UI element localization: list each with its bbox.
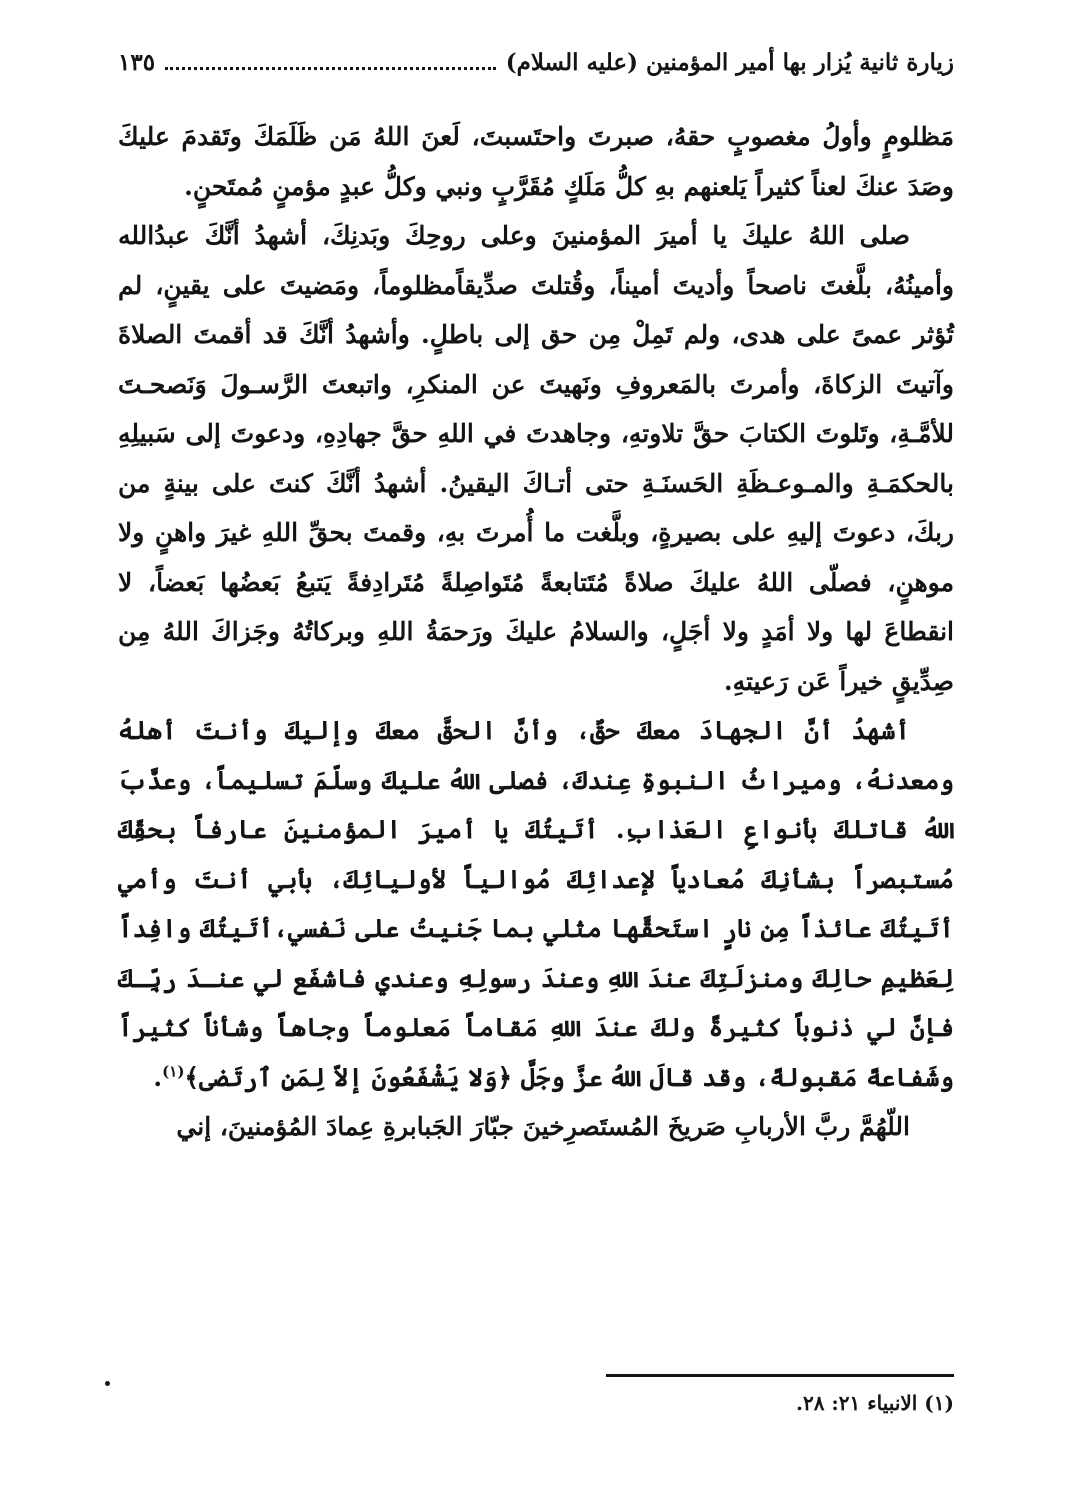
paragraph: صلى اللهُ عليكَ يا أميرَ المؤمنينَ وعلى روحِكَ وبَدنِكَ، أشهدُ أنَّكَ عبدُالله وأمينُهُ، بلَّغتَ ناصحاً وأديتَ أميناً، وقُتلتَ صدِّيقاًمظلوماً، ومَضيتَ على يقينٍ، لم تُؤثر عمىً على هدى، ولم تَمِلْ مِن حق إلى باطلٍ. وأشهدُ أنَّكَ قد أقمتَ الصلاةَ وآتيتَ الزكاةَ، وأمرتَ بالمَعروفِ ونَهيتَ عن المنكرِ، واتبعتَ الرَّسـولَ وَنَصحـتَ للأمَّـةِ، وتَلوتَ الكتابَ حقَّ تلاوتهِ، وجاهدتَ في اللهِ حقَّ جهادِهِ، ودعوتَ إلى سَبيلِهِ بالحكمَـةِ والمـوعـظَةِ الحَسنَـةِ حتى أتـاكَ اليقينُ. أشهدُ أنَّكَ كنتَ على بينةٍ من ربكَ، دعوتَ إليهِ على بصيرةٍ، وبلَّغت ما أُمرتَ بهِ، وقمتَ بحقِّ اللهِ غيرَ واهنٍ ولا موهنٍ، فصلّى اللهُ عليكَ صلاةً مُتَتابعةً مُتَواصِلةً مُتَرادِفةً يَتبعُ بَعضُها بَعضاً، لا انقطاعَ لها ولا أمَدٍ ولا أجَلٍ، والسلامُ عليكَ ورَحمَةُ اللهِ وبركاتُهُ وجَزاكَ اللهُ مِن صِدِّيقٍ خيراً عَن رَعيتهِ. bbox=[118, 221, 954, 696]
footnote: (١) الانبياء ٢١: ٢٨. bbox=[795, 1391, 954, 1415]
main-text bbox=[118, 112, 954, 1152]
page-number: ١٣٥ bbox=[118, 48, 156, 76]
stray-dot bbox=[105, 1381, 110, 1386]
dot-leader bbox=[165, 67, 496, 70]
paragraph: اللّهُمَّ ربَّ الأربابِ صَريخَ المُستَصرِخينَ جبّارَ الجَبابرةِ عِمادَ المُؤمنينَ، إني bbox=[176, 1112, 910, 1141]
footnote-separator bbox=[606, 1374, 954, 1377]
paragraph-text: أشهدُ أنَّ الجهادَ معكَ حقٌ، وأنَّ الحقَّ معكَ وإليكَ وأنتَ أهلهُ ومعدنهُ، وميراثُ النبوةِ عِندكَ، فصلى اللهُ عليكَ وسلّمَ تسليماً، وعذَّبَ اللهُ قاتلكَ بأنواعِ العَذابِ. أتَيتُكَ يا أميرَ المؤمنينَ عارفاً بحقِّكَ مُستبصراً بشأنِكَ مُعادياً لإعدائِكَ مُوالياً لأوليائِكَ، بأبي أنتَ وأمي أتَيتُكَ عائذاً مِن نارٍ استَحقَّها مثلي بما جَنيتُ على نَفسي،أتَيتُكَ وافِداً لِعَظيمِ حالِكَ ومنزلَتِكَ عندَ اللهِ وعندَ رسولِهِ وعندي فاشفَع لي عنـدَ ربِّـكَ فإنَّ لي ذنوباً كثيرةً ولكَ عندَ اللهِ مَقاماً مَعلوماً وجاهاً وشأناً كثيراً وشَفاعةً مَقبولةً، وقد قالَ اللهُ عزَّ وجَلَّ ﴿وَلا يَشْفَعُونَ إلاّ لِمَنِ ٱرتَضى﴾ bbox=[118, 716, 954, 1092]
footnote-reference: (١) bbox=[162, 1062, 185, 1081]
paragraph: مَظلومٍ وأولُ مغصوبٍ حقهُ، صبرتَ واحتَسبتَ، لَعنَ اللهُ مَن ظَلَمَكَ وتَقدمَ عليكَ وصَدَ عنكَ لعناً كثيراً يَلعنهم بهِ كلُّ مَلَكٍ مُقَرَّبٍ ونبي وكلُّ عبدٍ مؤمنٍ مُمتَحنٍ. bbox=[118, 122, 954, 201]
running-title: زيارة ثانية يُزار بها أمير المؤمنين (عليه السلام) bbox=[505, 48, 954, 76]
paragraph: أشهدُ أنَّ الجهادَ معكَ حقٌ، وأنَّ الحقَّ معكَ وإليكَ وأنتَ أهلهُ ومعدنهُ، وميراثُ النبوةِ عِندكَ، فصلى اللهُ عليكَ وسلّمَ تسليماً، وعذَّبَ اللهُ قاتلكَ بأنواعِ العَذابِ. أتَيتُكَ يا أميرَ المؤمنينَ عارفاً بحقِّكَ مُستبصراً بشأنِكَ مُعادياً لإعدائِكَ مُوالياً لأوليائِكَ، بأبي أنتَ وأمي أتَيتُكَ عائذاً مِن نارٍ استَحقَّها مثلي بما جَنيتُ على نَفسي،أتَيتُكَ وافِداً لِعَظيمِ حالِكَ ومنزلَتِكَ عندَ اللهِ وعندَ رسولِهِ وعندي فاشفَع لي عنـدَ ربِّـكَ فإنَّ لي ذنوباً كثيرةً ولكَ عندَ اللهِ مَقاماً مَعلوماً وجاهاً وشأناً كثيراً وشَفاعةً مَقبولةً، وقد قالَ اللهُ عزَّ وجَلَّ ﴿وَلا يَشْفَعُونَ إلاّ لِمَنِ ٱرتَضى﴾$^{(١)}$. bbox=[118, 716, 954, 1092]
running-header bbox=[118, 40, 954, 84]
